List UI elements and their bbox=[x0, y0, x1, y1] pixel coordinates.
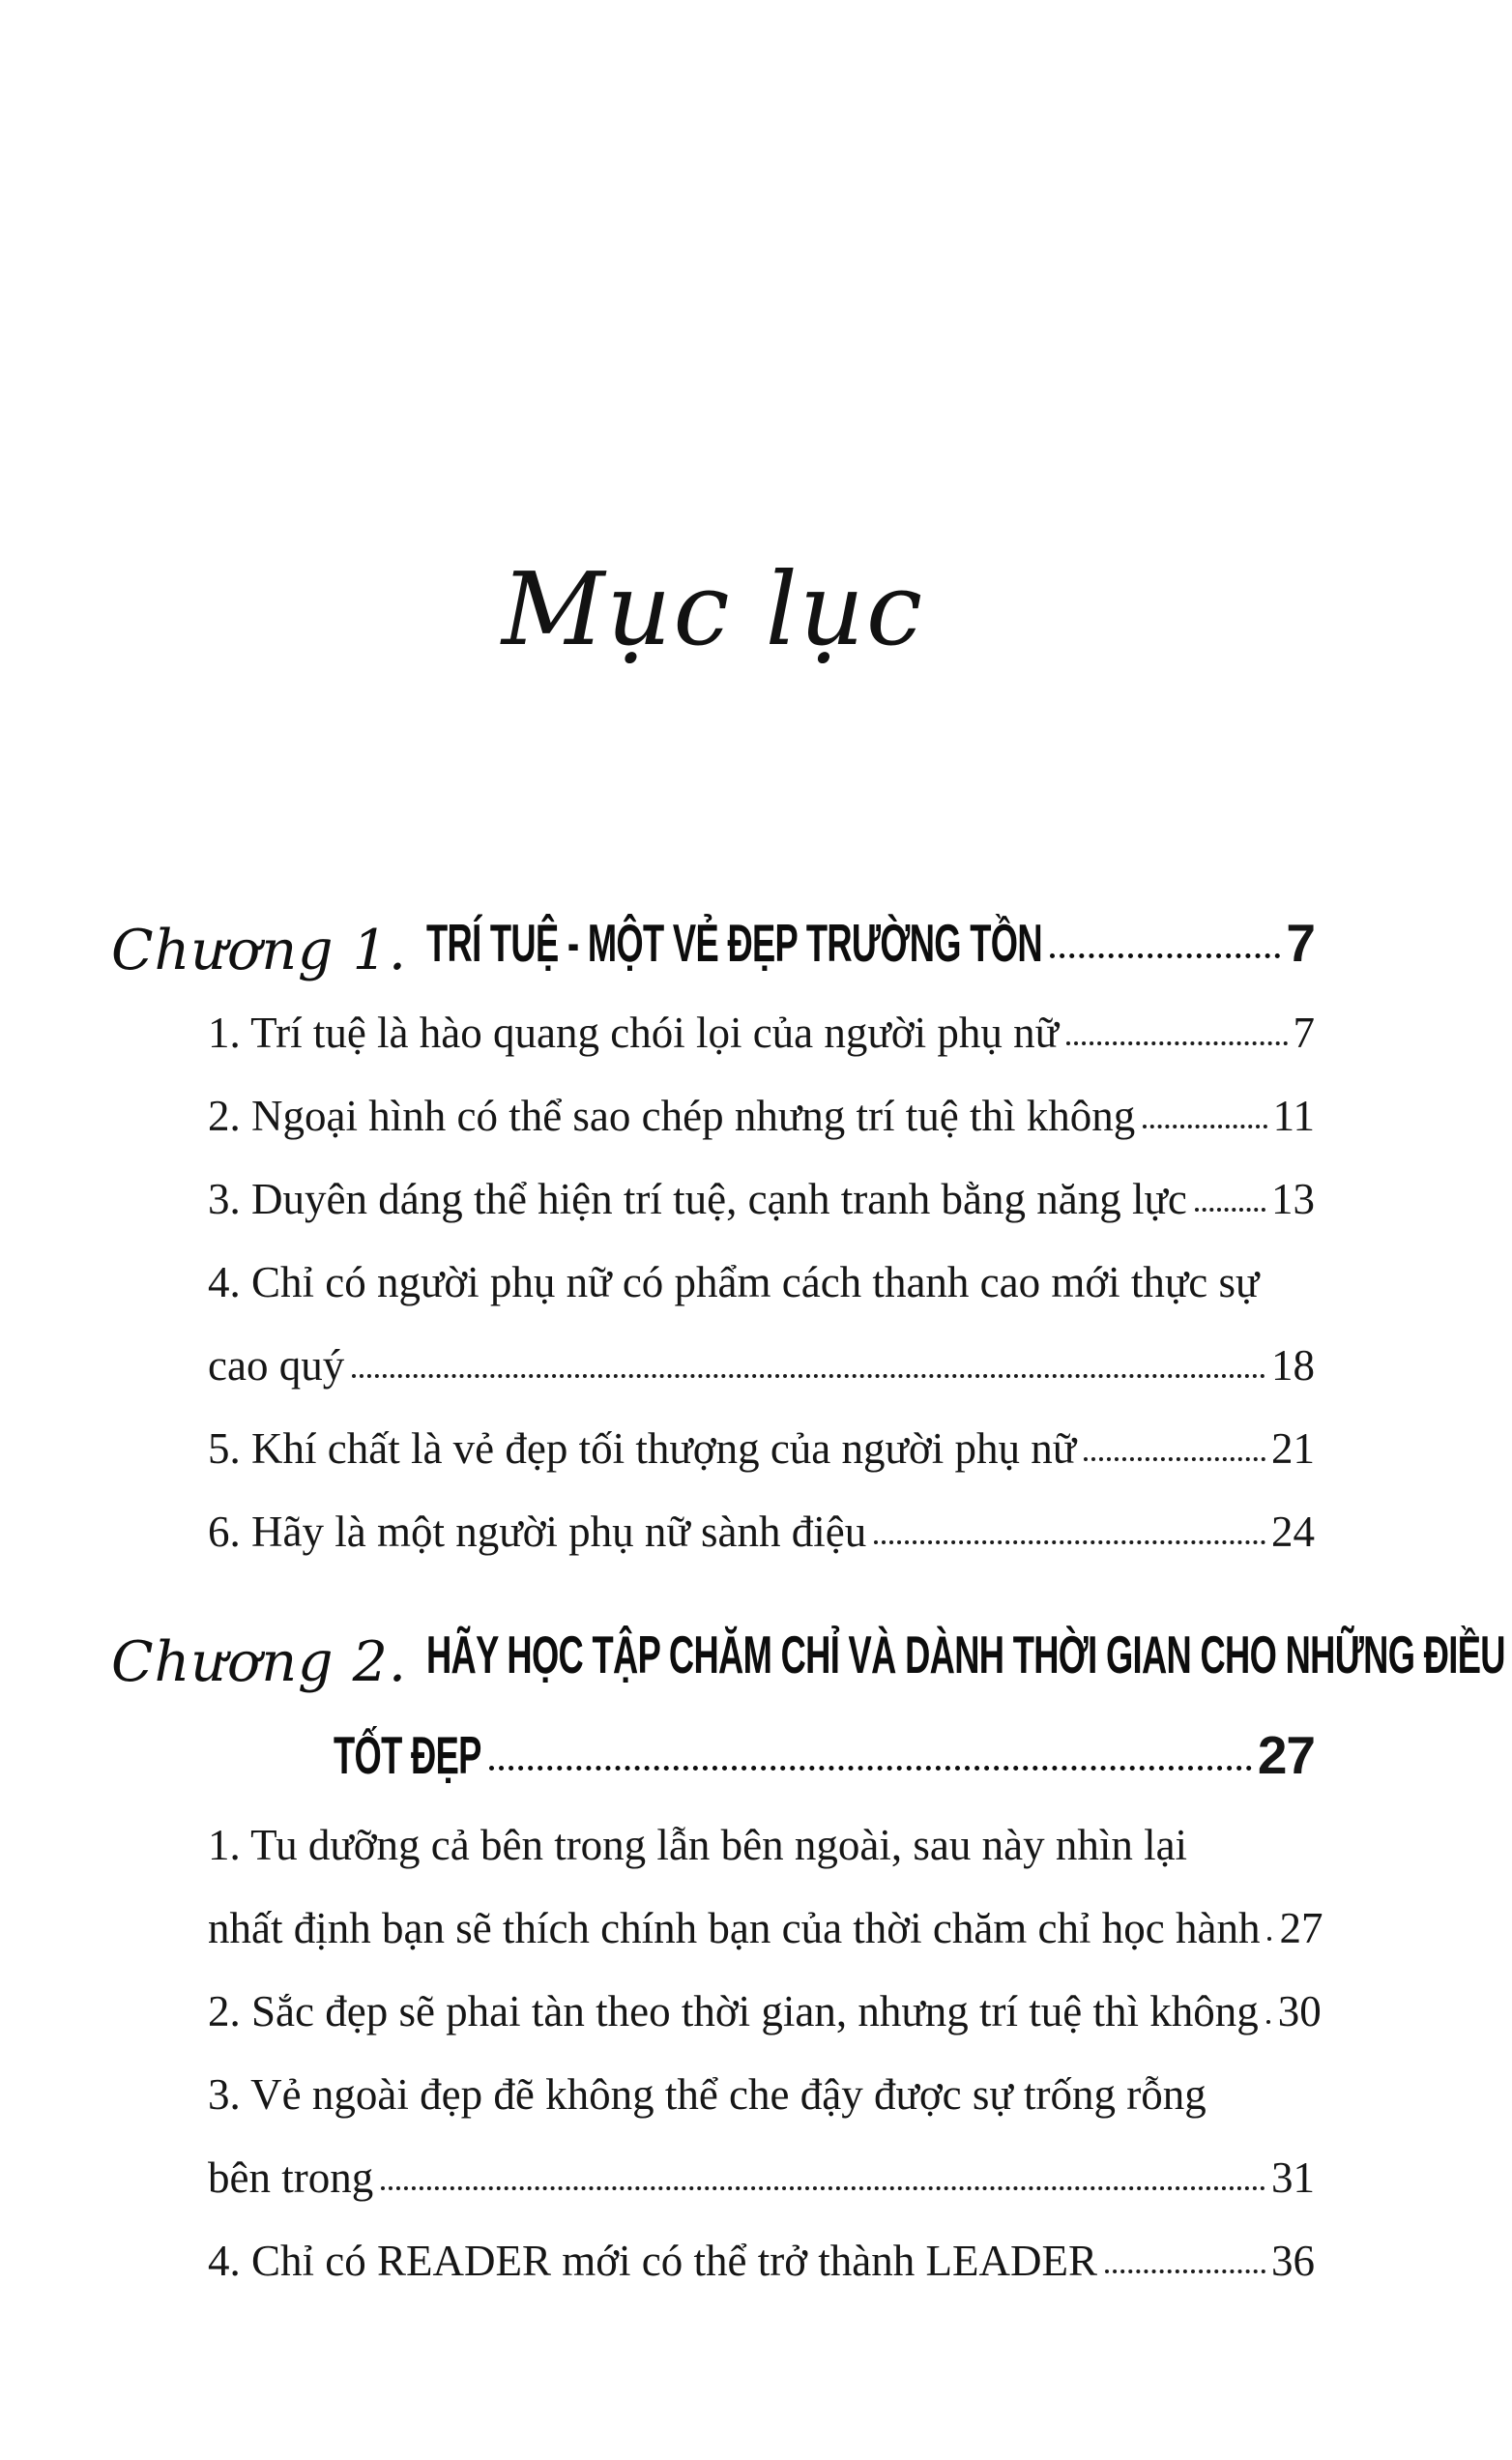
entry-text: 5. Khí chất là vẻ đẹp tối thượng của người phụ nữ bbox=[208, 1424, 1077, 1474]
page-number: 31 bbox=[1271, 2153, 1315, 2203]
page-number: 30 bbox=[1277, 1987, 1322, 2036]
toc-entry-line1 bbox=[208, 2035, 1315, 2119]
chapter-2-heading-line1 bbox=[111, 1591, 1505, 1695]
toc-entry bbox=[208, 2202, 1315, 2285]
chapter-2-title: HÃY HỌC TẬP CHĂM CHỈ VÀ DÀNH THỜI GIAN CHO NHỮNG ĐIỀU bbox=[426, 1624, 1505, 1684]
toc-entry-line1 bbox=[208, 1786, 1315, 1869]
entry-text: nhất định bạn sẽ thích chính bạn của thời chăm chỉ học hành bbox=[208, 1904, 1261, 1953]
page-number: 13 bbox=[1271, 1175, 1315, 1224]
chapter-1-label: Chương 1. bbox=[111, 919, 408, 983]
toc-entry-line2 bbox=[208, 1869, 1323, 1953]
toc-chapters bbox=[111, 871, 1505, 2286]
dot-leader bbox=[1097, 2202, 1271, 2285]
page-number: 18 bbox=[1271, 1341, 1315, 1391]
toc-entry bbox=[208, 1140, 1315, 1223]
dot-leader bbox=[373, 2119, 1271, 2202]
toc-entry-line1 bbox=[208, 1223, 1315, 1306]
entry-text: 2. Ngoại hình có thể sao chép nhưng trí tuệ thì không bbox=[208, 1092, 1136, 1141]
dot-leader bbox=[1042, 871, 1286, 972]
chapter-2-items bbox=[111, 1786, 1323, 2286]
entry-text: 4. Chỉ có READER mới có thể trở thành LEADER bbox=[208, 2237, 1097, 2286]
toc-entry bbox=[208, 1473, 1315, 1556]
chapter-1-heading bbox=[111, 871, 1315, 983]
entry-text: 4. Chỉ có người phụ nữ có phẩm cách thanh cao mới thực sự bbox=[208, 1258, 1260, 1307]
dot-leader bbox=[866, 1473, 1271, 1556]
entry-text: 2. Sắc đẹp sẽ phai tàn theo thời gian, nhưng trí tuệ thì không bbox=[208, 1987, 1259, 2036]
dot-leader bbox=[344, 1306, 1271, 1390]
page-number: 27 bbox=[1279, 1904, 1323, 1953]
entry-text: 3. Duyên dáng thể hiện trí tuệ, cạnh tranh bằng năng lực bbox=[208, 1175, 1187, 1224]
toc-entry bbox=[208, 1390, 1315, 1473]
chapter-2-title-line2: TỐT ĐẸP bbox=[334, 1724, 481, 1785]
dot-leader bbox=[1260, 1869, 1279, 1952]
chapter-2-heading-line2 bbox=[111, 1684, 1315, 1784]
page-number: 11 bbox=[1272, 1092, 1315, 1141]
entry-text: 3. Vẻ ngoài đẹp đẽ không thể che đậy được sự trống rỗng bbox=[208, 2070, 1207, 2120]
toc-entry bbox=[208, 974, 1315, 1057]
toc-entry-line2 bbox=[208, 2119, 1315, 2202]
toc-entry bbox=[208, 1952, 1322, 2036]
dot-leader bbox=[1259, 1952, 1278, 2035]
page-number: 24 bbox=[1271, 1508, 1315, 1557]
dot-leader bbox=[481, 1684, 1258, 1784]
chapter-1-page-number: 7 bbox=[1286, 912, 1315, 973]
dot-leader bbox=[1076, 1390, 1271, 1473]
chapter-1-items bbox=[111, 974, 1315, 1556]
dot-leader bbox=[1059, 974, 1294, 1057]
entry-text: 1. Tu dưỡng cả bên trong lẫn bên ngoài, sau này nhìn lại bbox=[208, 1821, 1188, 1870]
dot-leader bbox=[1187, 1140, 1271, 1223]
chapter-2-label: Chương 2. bbox=[111, 1630, 408, 1695]
entry-text: bên trong bbox=[208, 2153, 374, 2203]
toc-entry-line2 bbox=[208, 1306, 1315, 1390]
chapter-1-title: TRÍ TUỆ - MỘT VẺ ĐẸP TRƯỜNG TỒN bbox=[426, 912, 1042, 973]
toc-entry bbox=[208, 1057, 1315, 1140]
dot-leader bbox=[1135, 1057, 1272, 1140]
chapter-2-page-number: 27 bbox=[1257, 1724, 1315, 1785]
page-number: 7 bbox=[1293, 1009, 1315, 1058]
page-number: 21 bbox=[1271, 1424, 1315, 1474]
entry-text: 6. Hãy là một người phụ nữ sành điệu bbox=[208, 1508, 867, 1557]
toc-title: Mục lục bbox=[501, 550, 925, 668]
entry-text: cao quý bbox=[208, 1341, 345, 1391]
page-number: 36 bbox=[1271, 2237, 1315, 2286]
entry-text: 1. Trí tuệ là hào quang chói lọi của người phụ nữ bbox=[208, 1009, 1059, 1058]
